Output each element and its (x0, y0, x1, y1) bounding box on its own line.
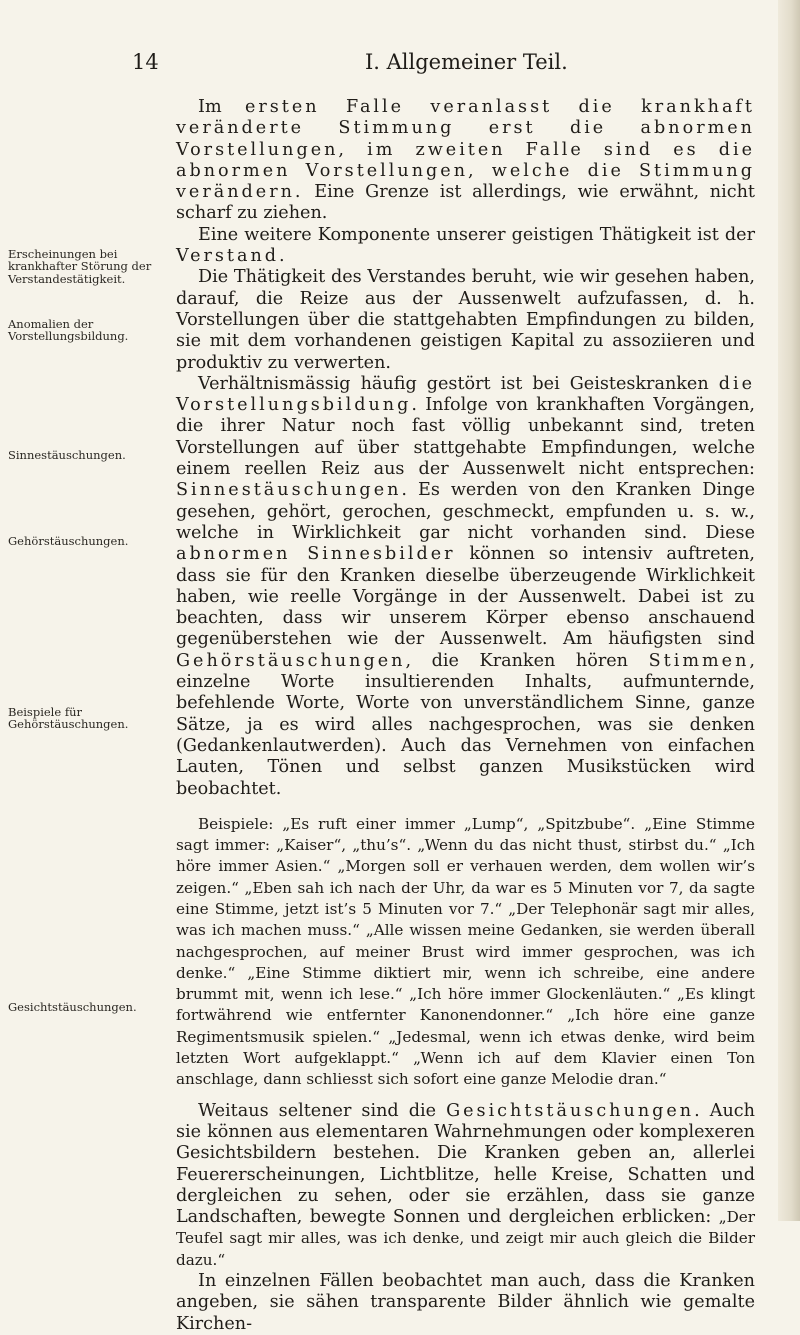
paragraph-4 (176, 374, 755, 800)
paragraph-6 (176, 1101, 755, 1271)
margin-note-erscheinungen: Erscheinungen bei krankhafter Störung der Verstandestätigkeit. (8, 247, 152, 286)
emphasis-gehoerstaeuschungen: Gehörstäuschungen (176, 650, 406, 671)
margin-note-beispiele: Beispiele für Gehörstäuschungen. (8, 705, 129, 732)
text-run: können so intensiv auftreten, dass sie für den Kranken dieselbe überzeugende Wirklichkeit haben, wie reelle Vorgänge in der Aussenwelt. Dabei ist zu beachten, dass wir unserem Körper ebenso anschauend gegenüberstehen wie der Aussenwelt. Am häufigsten sind (176, 544, 755, 650)
quote-run: „Der Teufel sagt mir alles, was ich denke, und zeigt mir auch gleich die Bilder dazu.“ (176, 1208, 755, 1269)
text-run: . (279, 246, 285, 267)
page-edge (778, 0, 800, 1221)
emphasis-verstand: Verstand (176, 246, 280, 267)
margin-note-gesichtstaeuschungen: Gesichtstäuschungen. (8, 1000, 137, 1014)
paragraph-3: Die Thätigkeit des Verstandes beruht, wie wir gesehen haben, darauf, die Reize aus der Aussenwelt aufzufassen, d. h. Vorstellungen über die stattgehabten Empfindungen zu bilden, sie mit dem vorhandenen geistigen Kapital zu assoziieren und produktiv zu verwerten. (176, 267, 755, 373)
text-run: Weitaus seltener sind die (198, 1100, 447, 1121)
body-text (176, 97, 755, 1335)
emphasis-sinnestaeuschungen: Sinnestäuschungen (176, 480, 402, 501)
margin-note-sinnestaeuschungen: Sinnestäuschungen. (8, 448, 126, 462)
emphasis-run: ersten Falle veranlasst die krankhaft veränderte Stimmung erst die abnormen Vorstellungen, im zweiten Falle sind es die abnormen Vorstellungen, welche die Stimmung verändern. (176, 97, 755, 203)
text-run: , die Kranken hören (405, 650, 649, 671)
paragraph-examples: Beispiele: „Es ruft einer immer „Lump“, „Spitzbube“. „Eine Stimme sagt immer: „Kaiser“, „thu’s“. „Wenn du das nicht thust, stirbst du.“ „Ich höre immer Asien.“ „Morgen soll er verhauen werden, dem wollen wir’s zeigen.“ „Eben sah ich nach der Uhr, da war es 5 Minuten vor 7, da sagte eine Stimme, jetzt ist’s 5 Minuten vor 7.“ „Der Telephonär sagt mir alles, was ich machen muss.“ „Alle wissen meine Gedanken, sie werden überall nachgesprochen, auf meiner Brust wird immer gesprochen, was ich denke.“ „Eine Stimme diktiert mir, wenn ich schreibe, eine andere brummt mit, wenn ich lese.“ „Ich höre immer Glockenläuten.“ „Es klingt fortwährend wie entfernter Kanonendonner.“ „Ich höre eine ganze Regimentsmusik spielen.“ „Jedesmal, wenn ich etwas denke, wird beim letzten Wort aufgeklappt.“ „Wenn ich auf dem Klavier einen Ton anschlage, dann schliesst sich sofort eine ganze Melodie dran.“ (176, 814, 755, 1089)
margin-note-anomalien: Anomalien der Vorstellungsbildung. (8, 317, 129, 344)
running-title: I. Allgemeiner Teil. (365, 50, 568, 74)
emphasis-gesichtstaeuschungen: Gesichtstäuschungen (446, 1100, 695, 1121)
emphasis-stimmen: Stimmen (648, 650, 750, 671)
paragraph-1 (176, 97, 755, 225)
paragraph-2 (176, 225, 755, 268)
paragraph-7: In einzelnen Fällen beobachtet man auch, dass die Kranken angeben, sie sähen transparente Bilder ähnlich wie gemalte Kirchen- (176, 1271, 755, 1334)
page-header (0, 50, 800, 80)
page-number: 14 (132, 50, 159, 74)
text-run: . Auch sie können aus elementaren Wahrnehmungen oder komplexeren Gesichtsbildern bestehen. Die Kranken geben an, allerlei Feuererscheinungen, Lichtblitze, helle Kreise, Schatten und dergleichen zu sehen, oder sie erzählen, dass sie ganze Landschaften, bewegte Sonnen und dergleichen erblicken: (176, 1100, 755, 1228)
text-run: , einzelne Worte insultierenden Inhalts, aufmunternde, befehlende Worte, Worte von unverständlichem Sinne, ganze Sätze, ja es wird alles nachgesprochen, was sie denken (Gedankenlautwerden). Auch das Vernehmen von einfachen Lauten, Tönen und selbst ganzen Musikstücken wird beobachtet. (176, 650, 755, 799)
text-run: Im (198, 97, 245, 117)
text-run: Eine Grenze ist allerdings, wie erwähnt, nicht scharf zu ziehen. (176, 182, 755, 224)
emphasis-vorstellungsbildung: die Vorstellungsbildung (176, 373, 755, 416)
text-run: . Infolge von krankhaften Vorgängen, die ihrer Natur noch fast völlig unbekannt sind, treten Vorstellungen auf über stattgehabte Empfindungen, welche einem reellen Reiz aus der Aussenwelt nicht entsprechen: (176, 395, 755, 480)
emphasis-abnormen-sinnesbilder: abnormen Sinnesbilder (176, 544, 456, 565)
text-run: Eine weitere Komponente unserer geistigen Thätigkeit ist der (198, 224, 755, 245)
text-run: . Es werden von den Kranken Dinge gesehen, gehört, gerochen, geschmeckt, empfunden u. s. w., welche in Wirklichkeit gar nicht vorhanden sind. Diese (176, 480, 755, 543)
margin-note-gehoerstaeuschungen: Gehörstäuschungen. (8, 534, 129, 548)
text-run: Verhältnismässig häufig gestört ist bei Geisteskranken (198, 373, 719, 394)
